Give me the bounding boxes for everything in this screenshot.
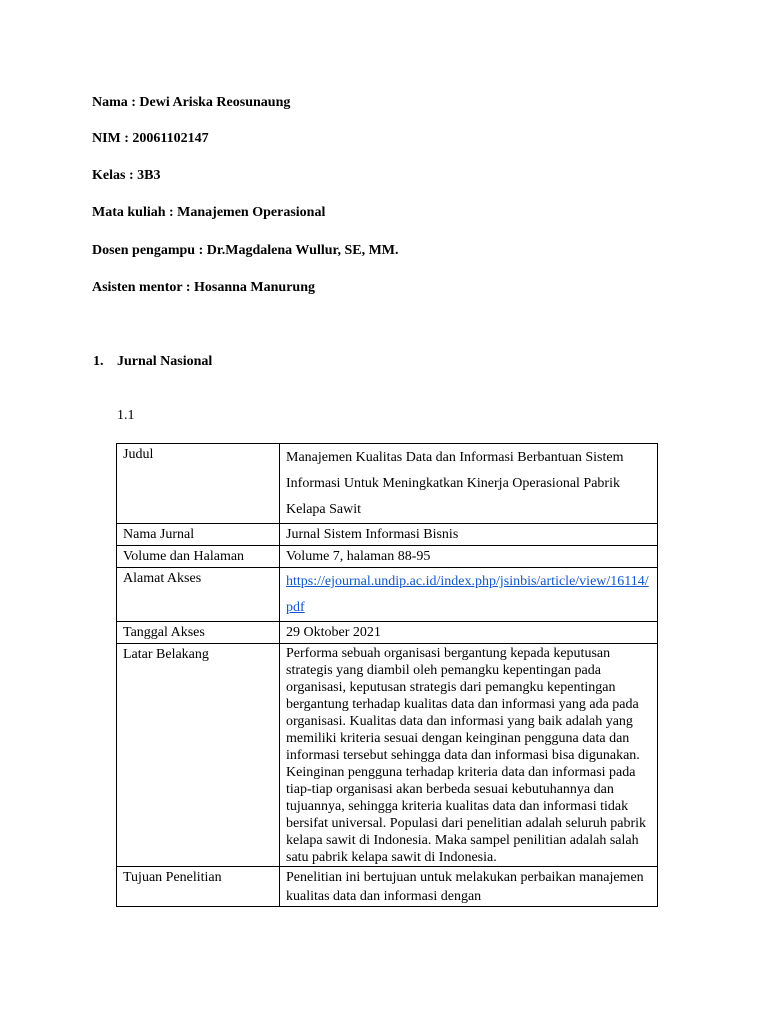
info-nim: NIM : 20061102147 (92, 131, 209, 146)
table-row (117, 546, 658, 568)
section-number: 1. (93, 354, 104, 369)
table-row (117, 568, 658, 622)
info-dosen: Dosen pengampu : Dr.Magdalena Wullur, SE, MM. (92, 243, 399, 258)
row-label-nama-jurnal: Nama Jurnal (117, 524, 280, 546)
row-value-tanggal-akses: 29 Oktober 2021 (280, 622, 658, 644)
section-heading (93, 354, 212, 370)
row-value-tujuan: Penelitian ini bertujuan untuk melakukan perbaikan manajemen kualitas data dan informasi dengan (280, 867, 658, 907)
row-label-tanggal-akses: Tanggal Akses (117, 622, 280, 644)
info-mata-kuliah: Mata kuliah : Manajemen Operasional (92, 205, 326, 220)
row-label-tujuan: Tujuan Penelitian (117, 867, 280, 907)
table-row (117, 622, 658, 644)
table-row (117, 444, 658, 524)
row-label-alamat-akses: Alamat Akses (117, 568, 280, 622)
row-label-volume: Volume dan Halaman (117, 546, 280, 568)
info-asisten: Asisten mentor : Hosanna Manurung (92, 280, 315, 295)
row-value-judul: Manajemen Kualitas Data dan Informasi Berbantuan Sistem Informasi Untuk Meningkatkan Kinerja Operasional Pabrik Kelapa Sawit (280, 444, 658, 524)
row-label-judul: Judul (117, 444, 280, 524)
info-kelas: Kelas : 3B3 (92, 168, 161, 183)
subsection-number: 1.1 (117, 408, 135, 423)
row-value-nama-jurnal: Jurnal Sistem Informasi Bisnis (280, 524, 658, 546)
journal-table (116, 443, 658, 907)
section-title: Jurnal Nasional (117, 354, 213, 369)
table-row (117, 867, 658, 907)
info-nama: Nama : Dewi Ariska Reosunaung (92, 95, 291, 110)
row-value-latar-belakang: Performa sebuah organisasi bergantung kepada keputusan strategis yang diambil oleh pemangku kepentingan pada organisasi, keputusan strategis dari pemangku kepentingan bergantung terhadap kualitas data dan informasi yang ada pada organisasi. Kualitas data dan informasi yang baik adalah yang memiliki kriteria sesuai dengan keinginan pengguna data dan informasi tersebut sehingga data dan informasi bisa digunakan. Keinginan pengguna terhadap kriteria data dan informasi pada tiap-tiap organisasi akan berbeda sesuai kebutuhannya dan tujuannya, sehingga kriteria kualitas data dan informasi tidak bersifat universal. Populasi dari penelitian adalah seluruh pabrik kelapa sawit di Indonesia. Maka sampel penilitian adalah salah satu pabrik kelapa sawit di Indonesia. (280, 644, 658, 867)
row-value-alamat-akses (280, 568, 658, 622)
journal-link[interactable]: https://ejournal.undip.ac.id/index.php/jsinbis/article/view/16114/pdf (286, 574, 649, 615)
table-row (117, 524, 658, 546)
table-row (117, 644, 658, 867)
row-value-volume: Volume 7, halaman 88-95 (280, 546, 658, 568)
row-label-latar-belakang: Latar Belakang (117, 644, 280, 867)
